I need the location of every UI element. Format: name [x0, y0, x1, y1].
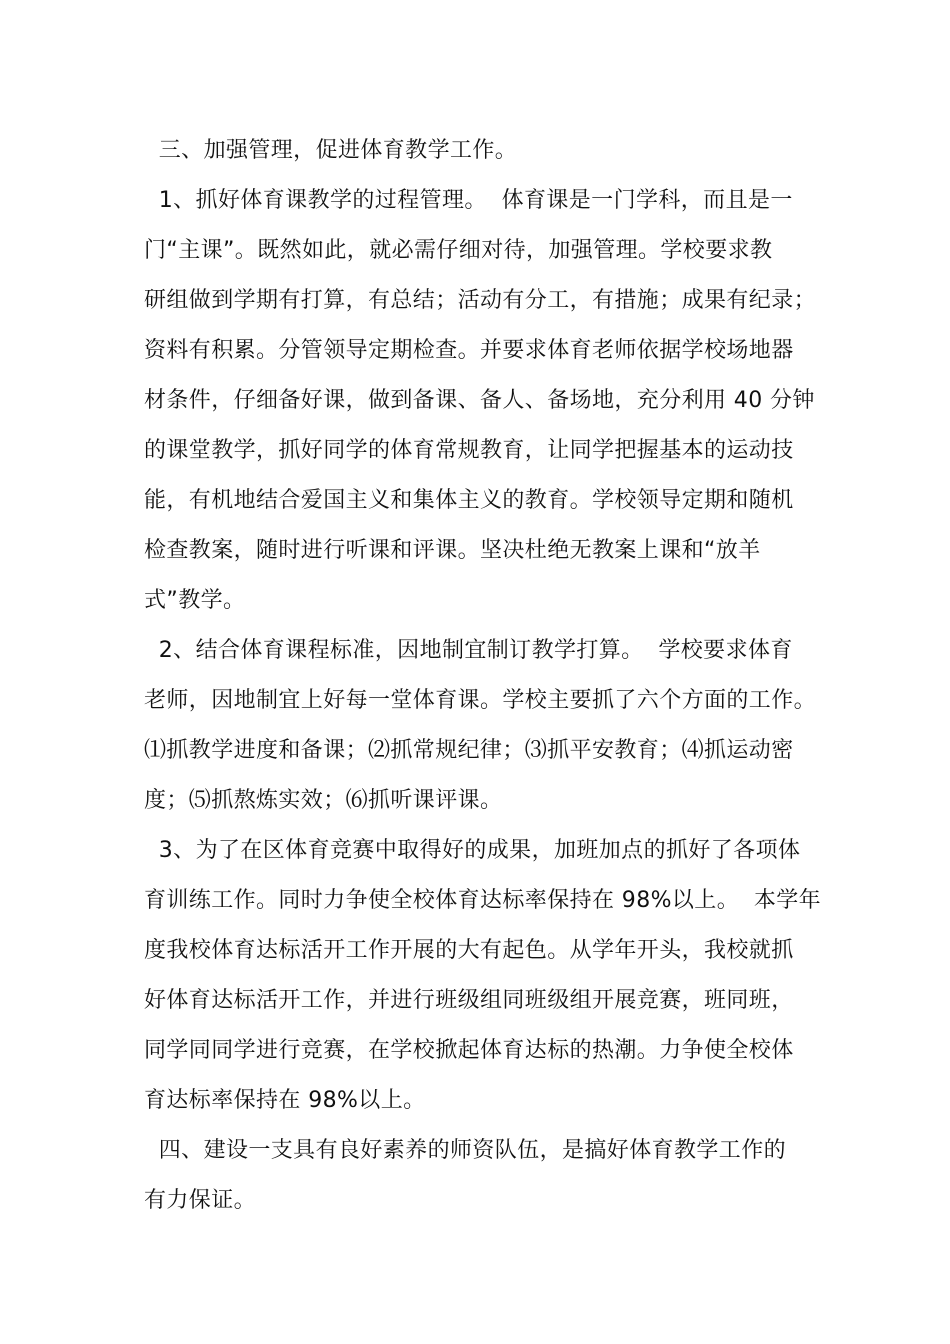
paragraph-line: 检查教案，随时进行听课和评课。坚决杜绝无教案上课和“放羊 [144, 538, 761, 563]
paragraph-line: 材条件，仔细备好课，做到备课、备人、备场地，充分利用 40 分钟 [144, 388, 815, 413]
paragraph-line: 式”教学。 [144, 588, 246, 613]
paragraph-line: 度我校体育达标活开工作开展的大有起色。从学年开头，我校就抓 [144, 938, 794, 963]
paragraph-line: 2、结合体育课程标准，因地制宜制订教学打算。 学校要求体育 [144, 638, 793, 663]
section-heading-4: 四、建设一支具有良好素养的师资队伍，是搞好体育教学工作的 [144, 1138, 786, 1163]
paragraph-line: 育达标率保持在 98%以上。 [144, 1088, 426, 1113]
paragraph-line: 同学同同学进行竞赛，在学校掀起体育达标的热潮。力争使全校体 [144, 1038, 794, 1063]
paragraph-line: 能，有机地结合爱国主义和集体主义的教育。学校领导定期和随机 [144, 488, 794, 513]
paragraph-line: 好体育达标活开工作，并进行班级组同班级组开展竞赛，班同班， [144, 988, 794, 1013]
paragraph-line: 1、抓好体育课教学的过程管理。 体育课是一门学科，而且是一 [144, 188, 793, 213]
paragraph-line: 度；⑸抓熬炼实效；⑹抓听课评课。 [144, 788, 503, 813]
paragraph-line: 有力保证。 [144, 1188, 257, 1213]
paragraph-line: 育训练工作。同时力争使全校体育达标率保持在 98%以上。 本学年 [144, 888, 822, 913]
paragraph-line: 门“主课”。既然如此，就必需仔细对待，加强管理。学校要求教 [144, 238, 773, 263]
paragraph-line: 3、为了在区体育竞赛中取得好的成果，加班加点的抓好了各项体 [144, 838, 801, 863]
paragraph-line: 研组做到学期有打算，有总结；活动有分工，有措施；成果有纪录； [144, 288, 817, 313]
paragraph-line: 的课堂教学，抓好同学的体育常规教育，让同学把握基本的运动技 [144, 438, 794, 463]
paragraph-line: 老师，因地制宜上好每一堂体育课。学校主要抓了六个方面的工作。 [144, 688, 817, 713]
paragraph-line: ⑴抓教学进度和备课；⑵抓常规纪律；⑶抓平安教育；⑷抓运动密 [144, 738, 794, 763]
paragraph-line: 资料有积累。分管领导定期检查。并要求体育老师依据学校场地器 [144, 338, 794, 363]
section-heading-3: 三、加强管理，促进体育教学工作。 [144, 138, 518, 163]
